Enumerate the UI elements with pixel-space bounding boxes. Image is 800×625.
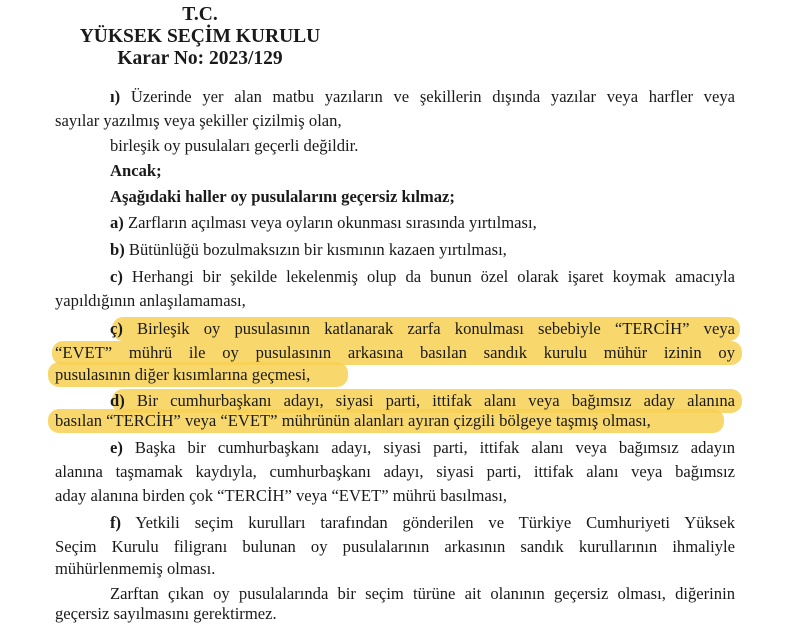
item-cc-text-1: Birleşik oy pusulasının katlanarak zarfa konulması sebebiyle “TERCİH” veya — [122, 319, 735, 338]
item-i-text-1: Üzerinde yer alan matbu yazıların ve şekillerin dışında yazılar veya harfler veya — [120, 87, 735, 106]
item-a — [110, 212, 537, 234]
item-cc-line-3: pusulasının diğer kısımlarına geçmesi, — [55, 365, 311, 384]
item-d-text-1: Bir cumhurbaşkanı adayı, siyasi parti, ittifak alanı veya bağımsız aday alanına — [124, 391, 735, 410]
item-e-line-3: aday alanına birden çok “TERCİH” veya “EVET” mührü basılması, — [55, 486, 508, 505]
item-f-line-3: mühürlenmemiş olması. — [55, 559, 216, 578]
item-f-line-2: Seçim Kurulu filigranı bulunan oy pusulalarının arkasının sandık kurullarının ihmaliyle — [55, 537, 735, 556]
item-c-line-1 — [110, 266, 735, 288]
item-cc-line-2: “EVET” mührü ile oy pusulasının arkasına basılan sandık kurulu mühür izinin oy — [55, 343, 735, 362]
item-c-text-1: Herhangi bir şekilde lekelenmiş olup da bunun özel olarak işaret koymak amacıyla — [122, 267, 735, 286]
item-f-marker: f) — [110, 513, 122, 532]
item-i-marker: ı) — [110, 87, 121, 106]
item-d-line-2: basılan “TERCİH” veya “EVET” mührünün alanları ayıran çizgili bölgeye taşmış olması, — [55, 411, 651, 430]
document-header — [0, 4, 400, 70]
item-e-line-2: alanına taşmamak kaydıyla, cumhurbaşkanı adayı, siyasi parti, ittifak alanı veya bağımsız — [55, 462, 735, 481]
item-d-line-1 — [110, 390, 735, 412]
exceptions-heading: Aşağıdaki haller oy pusulalarını geçersiz kılmaz; — [110, 187, 455, 206]
item-b-text: Bütünlüğü bozulmaksızın bir kısmının kazaen yırtılması, — [124, 240, 507, 259]
ancak-heading: Ancak; — [110, 161, 162, 180]
item-cc-line-1 — [110, 318, 735, 340]
item-b — [110, 239, 507, 261]
closing-line-2: geçersiz sayılmasını gerektirmez. — [55, 604, 277, 623]
header-tc: T.C. — [182, 4, 218, 25]
item-f-text-1: Yetkili seçim kurulları tarafından gönderilen ve Türkiye Cumhuriyeti Yüksek — [121, 513, 735, 532]
item-f-line-1 — [110, 512, 735, 534]
item-cc-marker: ç) — [110, 319, 123, 338]
item-c-line-2: yapıldığının anlaşılamaması, — [55, 291, 246, 310]
item-d-marker: d) — [110, 391, 125, 410]
item-e-text-1: Başka bir cumhurbaşkanı adayı, siyasi parti, ittifak alanı veya bağımsız adayın — [122, 438, 735, 457]
closing-line-1: Zarftan çıkan oy pusulalarında bir seçim türüne ait olanının geçersiz olması, diğerinin — [110, 584, 735, 603]
item-c-marker: c) — [110, 267, 123, 286]
header-institution: YÜKSEK SEÇİM KURULU — [79, 26, 321, 47]
item-a-marker: a) — [110, 213, 124, 232]
item-b-marker: b) — [110, 240, 125, 259]
item-e-marker: e) — [110, 438, 123, 457]
item-i-line-2: sayılar yazılmış veya şekiller çizilmiş olan, — [55, 111, 342, 130]
header-decision-number: Karar No: 2023/129 — [117, 48, 283, 69]
conclusion-text: birleşik oy pusulaları geçerli değildir. — [110, 136, 359, 155]
item-a-text: Zarfların açılması veya oyların okunması sırasında yırtılması, — [123, 213, 537, 232]
item-e-line-1 — [110, 437, 735, 459]
item-i-line-1 — [110, 86, 735, 108]
